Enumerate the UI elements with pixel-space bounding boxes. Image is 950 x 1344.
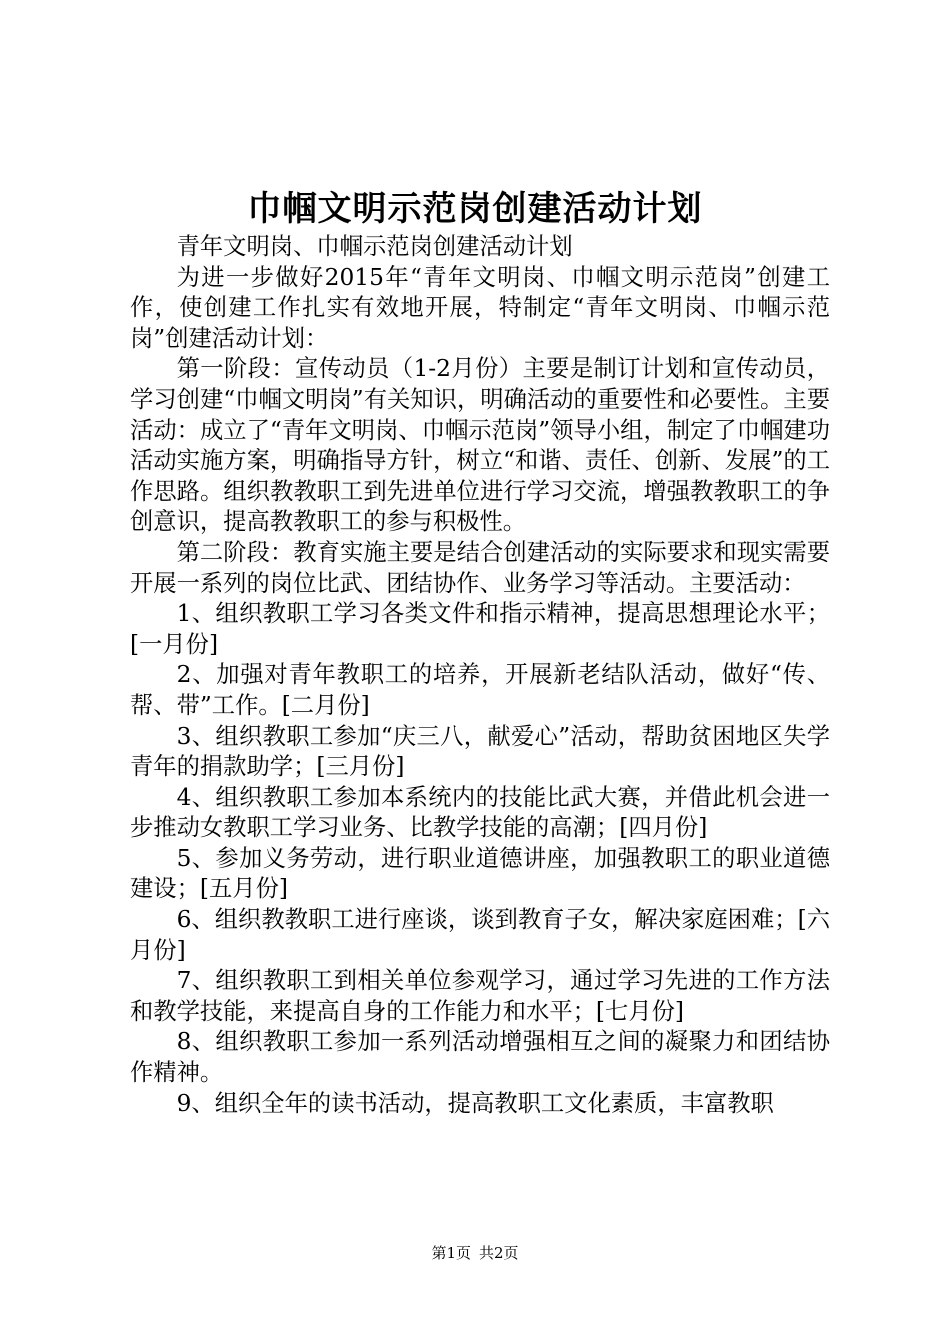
list-item: 4、组织教职工参加本系统内的技能比武大赛，并借此机会进一步推动女教职工学习业务、比教学技能的高潮；[四月份] bbox=[130, 783, 830, 842]
list-item: 8、组织教职工参加一系列活动增强相互之间的凝聚力和团结协作精神。 bbox=[130, 1028, 830, 1087]
page-footer bbox=[0, 1243, 950, 1263]
list-item: 5、参加义务劳动，进行职业道德讲座，加强教职工的职业道德建设；[五月份] bbox=[130, 844, 830, 903]
paragraph-phase-two: 第二阶段：教育实施主要是结合创建活动的实际要求和现实需要开展一系列的岗位比武、团结协作、业务学习等活动。主要活动： bbox=[130, 538, 830, 597]
list-item: 9、组织全年的读书活动，提高教职工文化素质，丰富教职 bbox=[176, 1089, 774, 1117]
paragraph-intro: 为进一步做好2015年“青年文明岗、巾帼文明示范岗”创建工作，使创建工作扎实有效地开展，特制定“青年文明岗、巾帼示范岗”创建活动计划： bbox=[130, 263, 830, 352]
page-total: 共2页 bbox=[479, 1244, 519, 1262]
list-item: 7、组织教职工到相关单位参观学习，通过学习先进的工作方法和教学技能，来提高自身的工作能力和水平；[七月份] bbox=[130, 967, 830, 1025]
document-body bbox=[130, 232, 830, 1119]
paragraph-phase-one: 第一阶段：宣传动员（1-2月份）主要是制订计划和宣传动员，学习创建“巾帼文明岗”有关知识，明确活动的重要性和必要性。主要活动：成立了“青年文明岗、巾帼示范岗”领导小组，制定了巾帼建功活动实施方案，明确指导方针，树立“和谐、责任、创新、发展”的工作思路。组织教教职工到先进单位进行学习交流，增强教教职工的争创意识，提高教教职工的参与积极性。 bbox=[130, 355, 830, 536]
list-item: 6、组织教教职工进行座谈，谈到教育子女，解决家庭困难；[六月份] bbox=[130, 906, 830, 964]
page-number: 第1页 bbox=[431, 1244, 471, 1262]
list-item: 1、组织教职工学习各类文件和指示精神，提高思想理论水平；[一月份] bbox=[130, 600, 830, 658]
list-item: 3、组织教职工参加“庆三八，献爱心”活动，帮助贫困地区失学青年的捐款助学；[三月份] bbox=[130, 722, 830, 781]
list-item: 2、加强对青年教职工的培养，开展新老结队活动，做好“传、帮、带”工作。[二月份] bbox=[130, 661, 830, 719]
document-title: 巾帼文明示范岗创建活动计划 bbox=[247, 189, 703, 229]
paragraph-subtitle: 青年文明岗、巾帼示范岗创建活动计划 bbox=[176, 233, 573, 260]
